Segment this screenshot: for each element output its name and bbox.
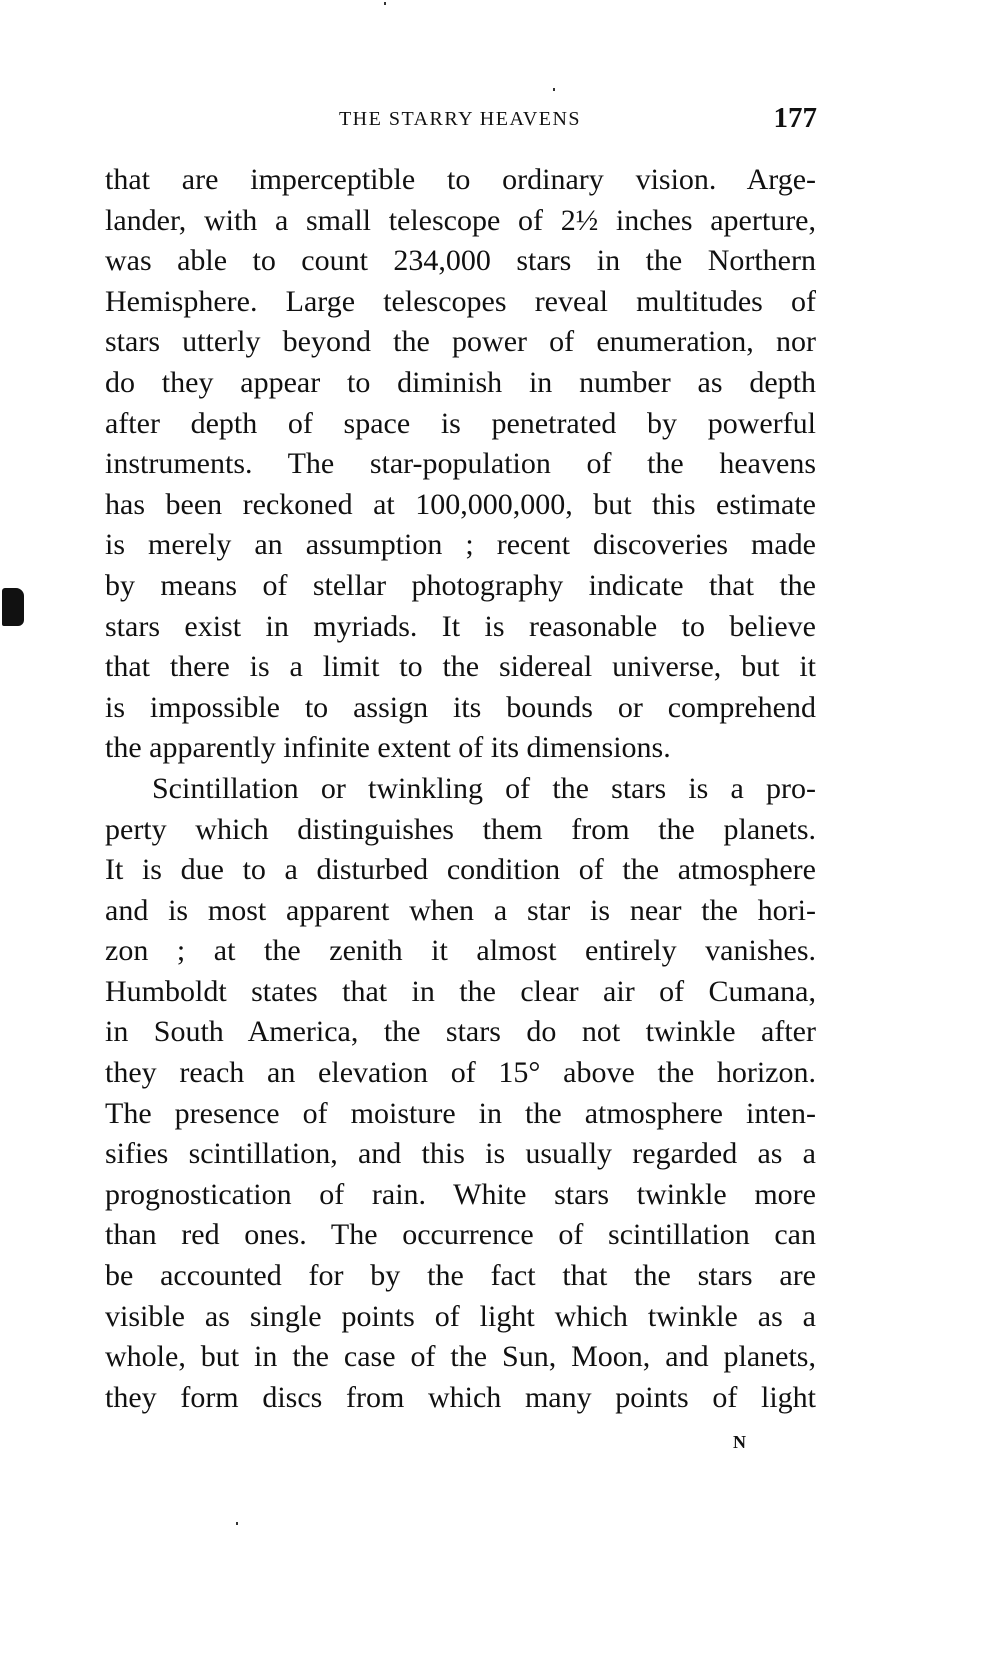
text-line: zon ; at the zenith it almost entirely vanishes.: [105, 934, 816, 968]
speck: [236, 1522, 238, 1525]
text-line: they form discs from which many points of light: [105, 1380, 816, 1414]
speck: [553, 88, 555, 91]
text-line: after depth of space is penetrated by powerful: [105, 406, 816, 440]
page-number: 177: [773, 102, 817, 134]
text-line: perty which distinguishes them from the planets.: [105, 812, 816, 846]
text-line: and is most apparent when a star is near the hori-: [105, 893, 816, 927]
running-head: [105, 104, 817, 138]
text-line: that there is a limit to the sidereal universe, but it: [105, 650, 816, 684]
text-line: It is due to a disturbed condition of the atmosphere: [105, 853, 816, 887]
body-text: [105, 160, 816, 1418]
text-line: lander, with a small telescope of 2½ inches aperture,: [105, 203, 816, 237]
text-line: The presence of moisture in the atmosphere inten-: [105, 1096, 816, 1130]
speck: [384, 2, 386, 5]
text-line: visible as single points of light which twinkle as a: [105, 1299, 816, 1333]
text-line: than red ones. The occurrence of scintillation can: [105, 1218, 816, 1252]
text-line: be accounted for by the fact that the stars are: [105, 1259, 816, 1293]
text-line: in South America, the stars do not twinkle after: [105, 1015, 816, 1049]
text-line: prognostication of rain. White stars twinkle more: [105, 1177, 816, 1211]
signature-mark: N: [733, 1432, 746, 1452]
text-line: was able to count 234,000 stars in the Northern: [105, 244, 816, 278]
text-line: stars exist in myriads. It is reasonable to believe: [105, 609, 816, 643]
text-line: by means of stellar photography indicate that the: [105, 568, 816, 602]
text-line: Scintillation or twinkling of the stars is a pro-: [152, 771, 816, 805]
text-line: do they appear to diminish in number as depth: [105, 365, 816, 399]
text-line: Hemisphere. Large telescopes reveal multitudes of: [105, 284, 816, 318]
text-line: Humboldt states that in the clear air of Cumana,: [105, 974, 816, 1008]
text-line: has been reckoned at 100,000,000, but this estimate: [105, 487, 816, 521]
text-line: that are imperceptible to ordinary vision. Arge-: [105, 163, 816, 196]
text-line: is impossible to assign its bounds or comprehend: [105, 690, 816, 724]
text-line: sifies scintillation, and this is usually regarded as a: [105, 1137, 816, 1171]
text-line: instruments. The star-population of the heavens: [105, 447, 816, 481]
ink-blot: [2, 588, 24, 626]
running-title: THE STARRY HEAVENS: [338, 108, 582, 130]
text-line: they reach an elevation of 15° above the horizon.: [105, 1056, 816, 1090]
text-line: stars utterly beyond the power of enumeration, nor: [105, 325, 816, 359]
text-line: is merely an assumption ; recent discoveries made: [105, 528, 816, 562]
text-line: the apparently infinite extent of its dimensions.: [105, 731, 671, 765]
text-line: whole, but in the case of the Sun, Moon, and planets,: [105, 1340, 816, 1374]
